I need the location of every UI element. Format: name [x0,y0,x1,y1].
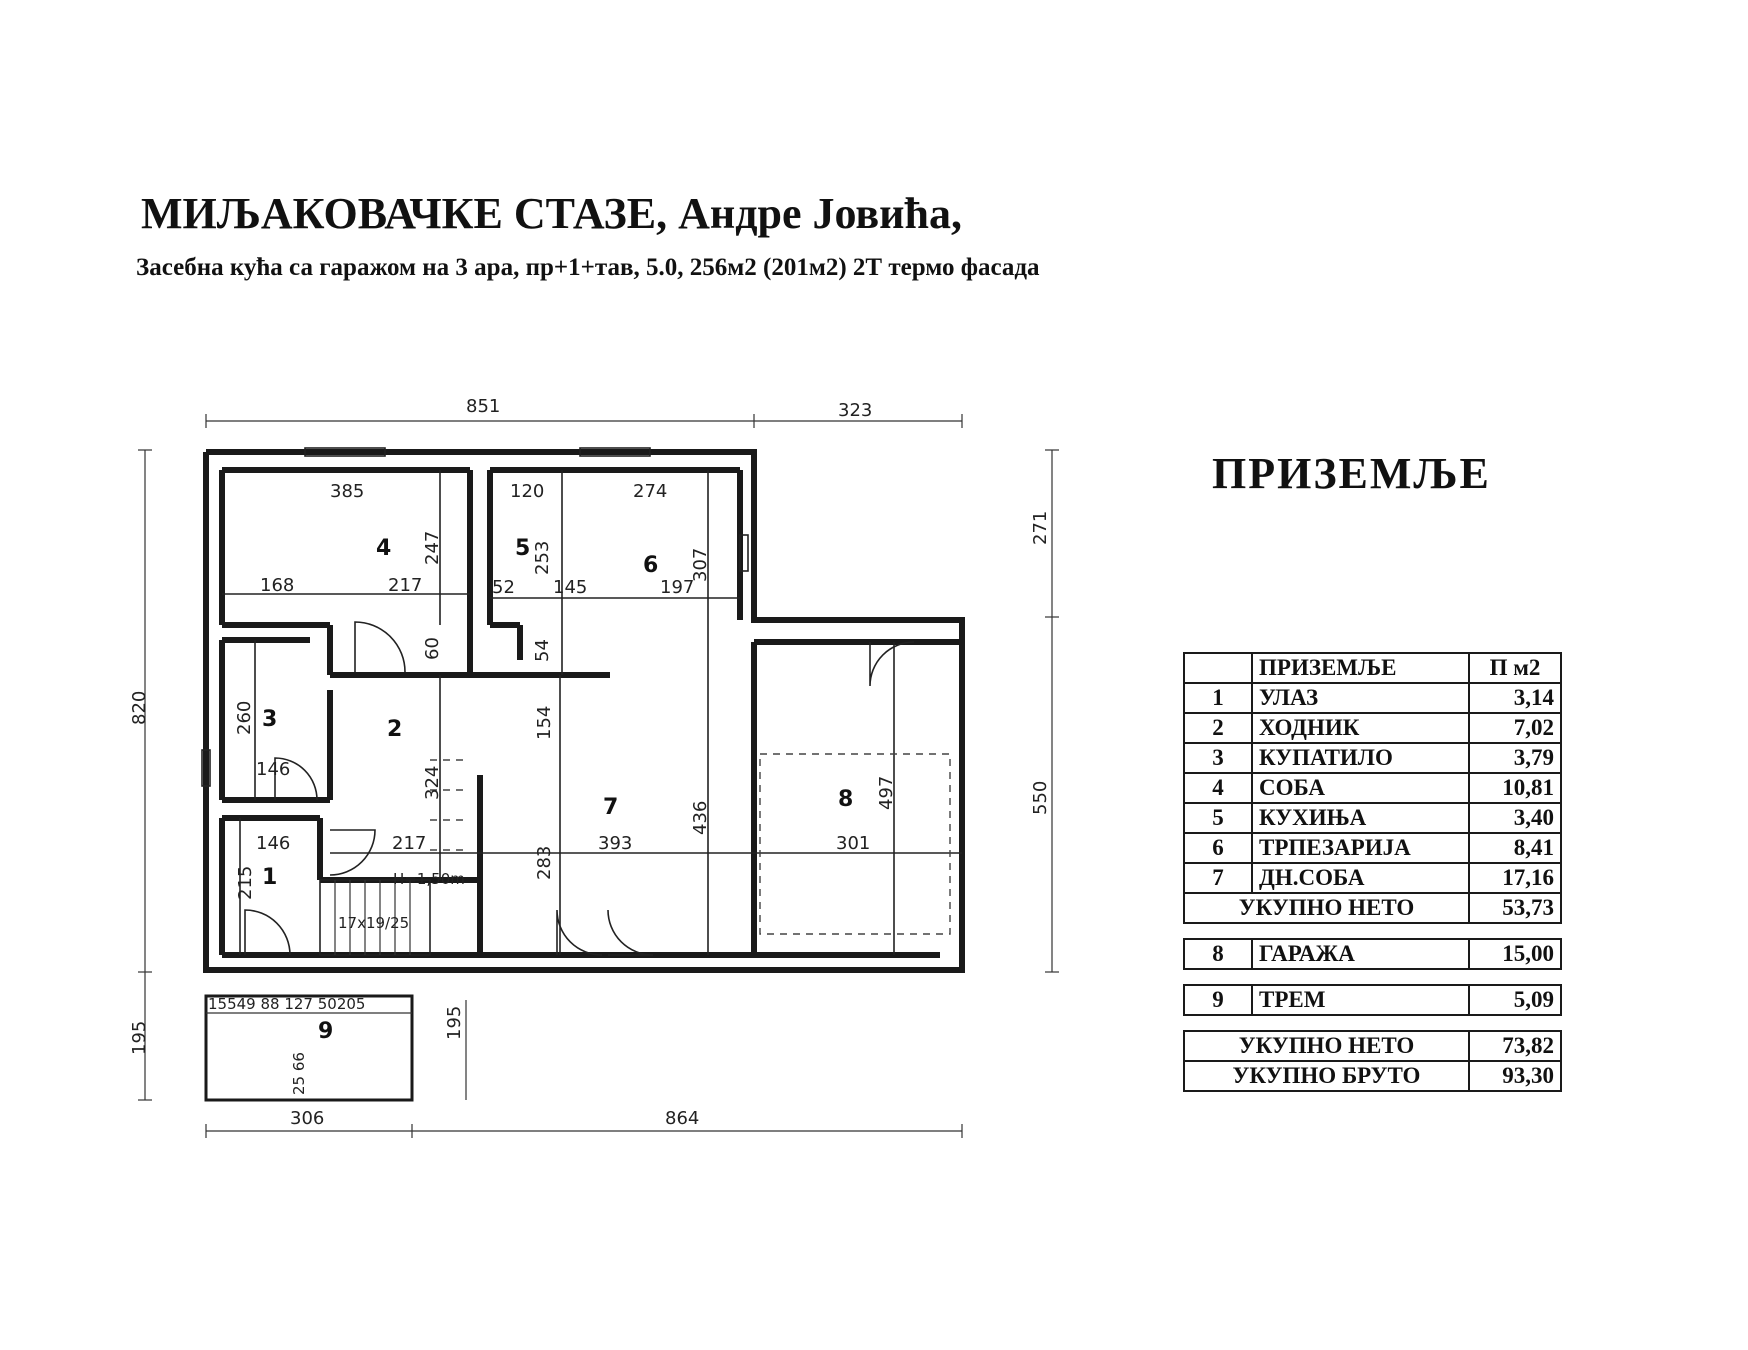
measure-145: 145 [553,577,588,598]
measure-54: 54 [532,639,553,662]
measure-385: 385 [330,481,365,502]
porch-row: 9 ТРЕМ 5,09 [1184,985,1561,1015]
measure-307: 307 [690,547,711,582]
room-number-6: 6 [643,553,659,578]
measure-274: 274 [633,481,668,502]
stair-height-label: H=1,50m [393,870,465,888]
measure-217a: 217 [388,575,423,596]
measure-60: 60 [422,637,443,660]
room-number-3: 3 [262,707,278,732]
stair-steps-label: 17x19/25 [338,914,410,932]
dim-right-upper: 271 [1030,510,1051,545]
table-row: 7 ДН.СОБА 17,16 [1184,863,1561,893]
room-number-2: 2 [387,717,403,742]
measure-436: 436 [690,800,711,835]
dim-top-left: 851 [466,396,501,417]
dim-porch-depth: 195 [444,1005,465,1040]
measure-301: 301 [836,833,871,854]
table-row: 3 КУПАТИЛО 3,79 [1184,743,1561,773]
measure-217b: 217 [392,833,427,854]
net-subtotal-row: УКУПНО НЕТО 53,73 [1184,893,1561,923]
table-row: 6 ТРПЕЗАРИЈА 8,41 [1184,833,1561,863]
measure-52: 52 [492,577,515,598]
room-number-5: 5 [515,536,531,561]
total-net-row: УКУПНО НЕТО 73,82 [1184,1031,1561,1061]
dim-left-porch: 195 [129,1020,150,1055]
porch-side-measures: 25 66 [290,1052,308,1095]
dim-right-lower: 550 [1030,780,1051,815]
measure-260: 260 [234,700,255,735]
table-row: 2 ХОДНИК 7,02 [1184,713,1561,743]
table-header-unit: П м2 [1469,653,1561,683]
dim-bottom-left: 306 [290,1108,325,1129]
garage-row: 8 ГАРАЖА 15,00 [1184,939,1561,969]
measure-154: 154 [534,705,555,740]
measure-146a: 146 [256,759,291,780]
porch-top-measures: 15549 88 127 50205 [208,995,366,1013]
document-subtitle: Засебна кућа са гаражом на 3 ара, пр+1+тав, 5.0, 256м2 (201м2) 2Т термо фасада [136,254,1040,281]
area-table [1183,652,1562,1092]
measure-283: 283 [534,845,555,880]
table-header-section: ПРИЗЕМЉЕ [1252,653,1469,683]
dim-bottom-right: 864 [665,1108,700,1129]
measure-247: 247 [422,530,443,565]
table-row: 1 УЛАЗ 3,14 [1184,683,1561,713]
table-row: 5 КУХИЊА 3,40 [1184,803,1561,833]
measure-120: 120 [510,481,545,502]
room-number-8: 8 [838,787,854,812]
room-number-1: 1 [262,865,278,890]
measure-197: 197 [660,577,695,598]
table-row: 4 СОБА 10,81 [1184,773,1561,803]
measure-253: 253 [532,540,553,575]
measure-324: 324 [422,765,443,800]
dim-top-right: 323 [838,400,873,421]
measure-168: 168 [260,575,295,596]
document-title: МИЉАКОВАЧКЕ СТАЗЕ, Андре Јовића, [141,189,962,238]
dim-left-height: 820 [129,690,150,725]
room-number-7: 7 [603,795,619,820]
measure-215: 215 [235,865,256,900]
measure-146b: 146 [256,833,291,854]
measure-497: 497 [876,775,897,810]
total-gross-row: УКУПНО БРУТО 93,30 [1184,1061,1561,1091]
doors [245,622,914,955]
floor-heading: ПРИЗЕМЉЕ [1212,449,1491,498]
table-header-row [1184,653,1561,683]
room-number-9: 9 [318,1019,334,1044]
room-number-4: 4 [376,536,392,561]
measure-393: 393 [598,833,633,854]
